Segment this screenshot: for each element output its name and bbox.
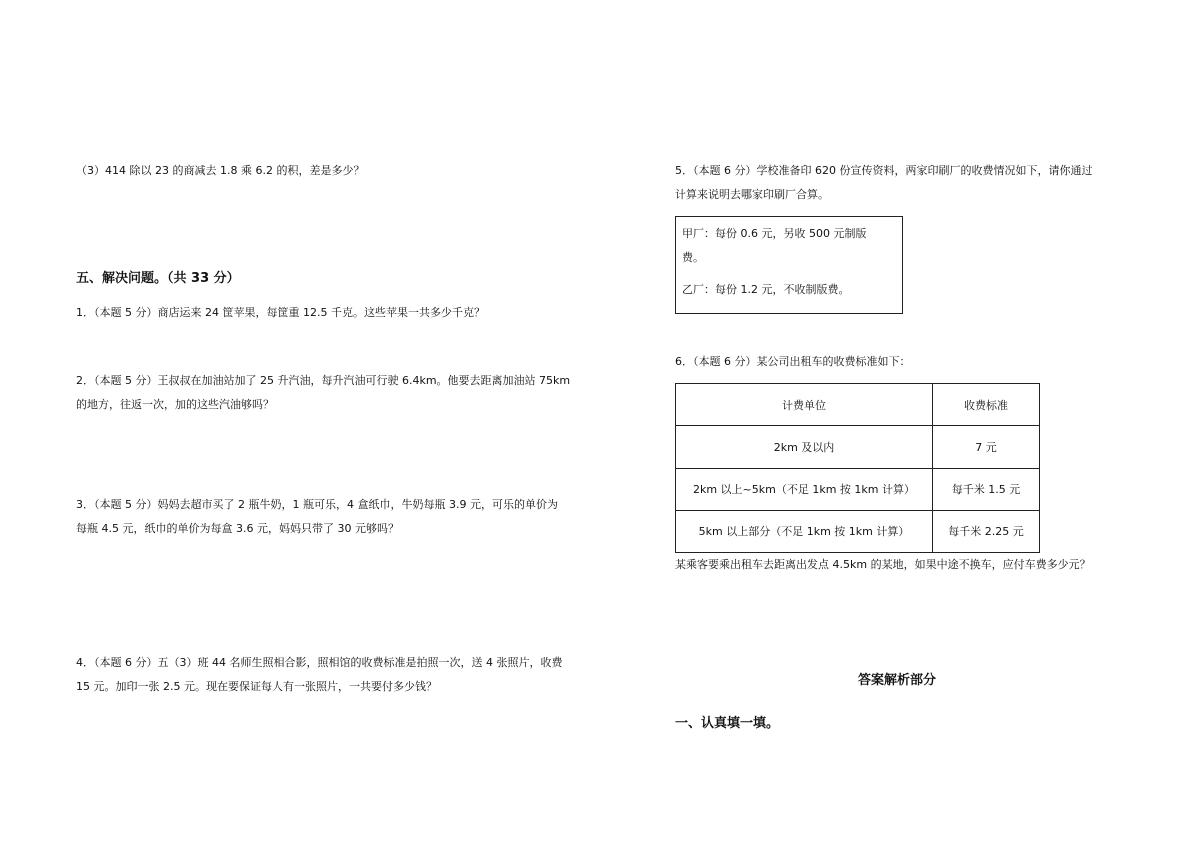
table-cell: 7 元	[933, 426, 1040, 468]
problem-4-line1: 4．（本题 6 分）五（3）班 44 名师生照相合影，照相馆的收费标准是拍照一次，送 4 张照片，收费	[76, 656, 563, 669]
problem-1: 1．（本题 5 分）商店运来 24 筐苹果，每筐重 12.5 千克。这些苹果一共多少千克？	[76, 306, 485, 319]
taxi-fee-table	[675, 383, 1040, 553]
table-cell: 每千米 2.25 元	[933, 510, 1040, 552]
printing-price-box	[675, 216, 903, 314]
answer-section-title: 答案解析部分	[858, 673, 937, 688]
table-row	[676, 468, 1040, 510]
answer-subsection-1: 一、认真填一填。	[675, 716, 780, 731]
problem-3-line1: 3．（本题 5 分）妈妈去超市买了 2 瓶牛奶，1 瓶可乐，4 盒纸巾，牛奶每瓶 3.9 元，可乐的单价为	[76, 498, 558, 511]
problem-2-line2: 的地方，往返一次，加的这些汽油够吗？	[76, 398, 274, 411]
table-header-unit: 计费单位	[676, 384, 933, 426]
problem-5-line2: 计算来说明去哪家印刷厂合算。	[675, 188, 829, 201]
table-cell: 5km 以上部分（不足 1km 按 1km 计算）	[676, 510, 933, 552]
table-row	[676, 510, 1040, 552]
problem-2-line1: 2．（本题 5 分）王叔叔在加油站加了 25 升汽油，每升汽油可行驶 6.4km。他要去距离加油站 75km	[76, 374, 571, 387]
table-cell: 每千米 1.5 元	[933, 468, 1040, 510]
problem-3-line2: 每瓶 4.5 元，纸巾的单价为每盒 3.6 元，妈妈只带了 30 元够吗？	[76, 522, 399, 535]
table-row	[676, 384, 1040, 426]
table-cell: 2km 及以内	[676, 426, 933, 468]
problem-6-question: 某乘客要乘出租车去距离出发点 4.5km 的某地，如果中途不换车，应付车费多少元？	[675, 558, 1091, 571]
factory-b-line: 乙厂：每份 1.2 元，不收制版费。	[682, 283, 850, 296]
factory-a-line2: 费。	[682, 251, 704, 264]
table-row	[676, 426, 1040, 468]
question-3-calc: （3）414 除以 23 的商减去 1.8 乘 6.2 的积，差是多少？	[76, 164, 365, 177]
section-5-title: 五、解决问题。（共 33 分）	[76, 271, 240, 286]
problem-5-line1: 5．（本题 6 分）学校准备印 620 份宣传资料，两家印刷厂的收费情况如下，请你通过	[675, 164, 1093, 177]
problem-4-line2: 15 元。加印一张 2.5 元。现在要保证每人有一张照片，一共要付多少钱？	[76, 680, 437, 693]
table-header-standard: 收费标准	[933, 384, 1040, 426]
problem-6: 6．（本题 6 分）某公司出租车的收费标准如下：	[675, 355, 911, 368]
table-cell: 2km 以上~5km（不足 1km 按 1km 计算）	[676, 468, 933, 510]
factory-a-line1: 甲厂：每份 0.6 元，另收 500 元制版	[682, 227, 867, 240]
